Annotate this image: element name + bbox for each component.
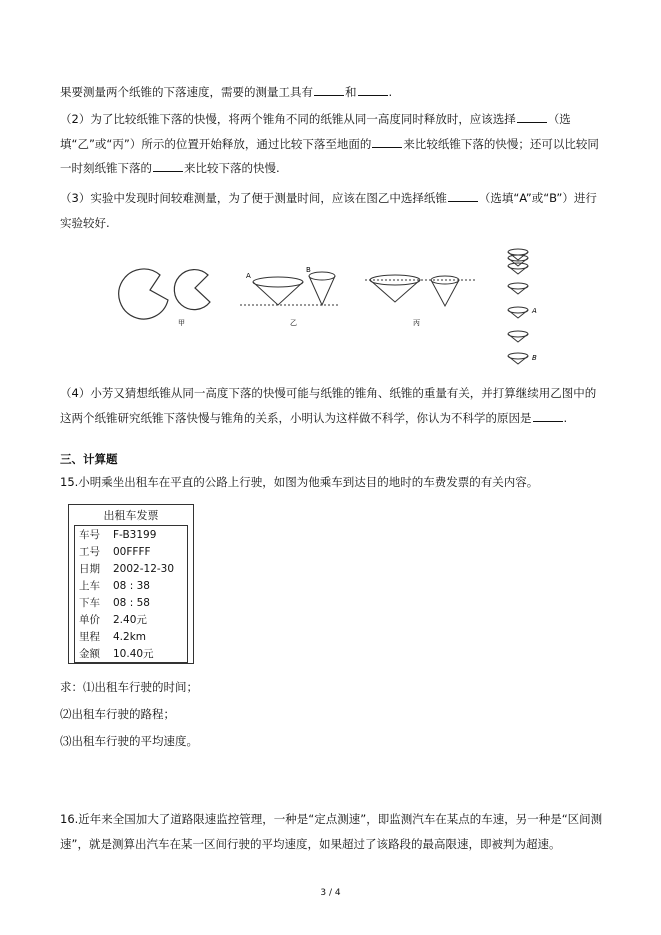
invoice-key: 上车 <box>79 580 100 592</box>
text: （选填“乙”或“丙”）所示的位置开始释放，通过比较下落至地面的 <box>60 112 571 151</box>
answer-blank[interactable] <box>314 94 344 96</box>
invoice-title: 出租车发票 <box>103 509 159 522</box>
label-A-stack: A <box>532 307 537 315</box>
taxi-invoice <box>68 504 194 664</box>
paragraph-measure-tools <box>60 80 605 105</box>
text: 果要测量两个纸锥的下落速度，需要的测量工具有 <box>60 85 313 99</box>
ask-line-1: 求：⑴出租车行驶的时间； <box>60 680 198 694</box>
ask-line-3: ⑶出租车行驶的平均速度。 <box>60 734 198 748</box>
stacked-cones <box>508 249 528 364</box>
invoice-value: 08 : 58 <box>113 597 150 609</box>
page-number: 3 / 4 <box>320 888 341 898</box>
invoice-value: 00FFFF <box>113 546 151 558</box>
question-16: 16.近年来全国加大了道路限速监控管理，一种是“定点测速”，即监测汽车在某点的车速，另一种是“区间测速”，就是测算出汽车在某一区间行驶的平均速度，如果超过了该路段的最高限速，即被判为超速。 <box>60 812 603 851</box>
label-yi: 乙 <box>290 319 297 327</box>
answer-blank[interactable] <box>533 420 563 422</box>
answer-blank[interactable] <box>517 121 547 123</box>
invoice-value: 2.40元 <box>113 614 147 626</box>
invoice-value: 2002-12-30 <box>113 563 175 575</box>
text: 来比较纸锥下落的快慢；还可以比较同一时刻纸锥下落的 <box>60 136 599 175</box>
paragraph-question-2 <box>60 107 605 181</box>
cone-sheet-icon <box>119 269 168 319</box>
label-bing: 丙 <box>413 319 420 327</box>
invoice-key: 日期 <box>79 563 100 575</box>
invoice-row <box>79 561 174 578</box>
invoice-key: 里程 <box>79 631 100 643</box>
paper-cone-figures <box>110 240 580 370</box>
text: （选填“A”或“B”）进行实验较好. <box>60 191 597 230</box>
invoice-row <box>79 595 150 612</box>
text: 来比较下落的快慢. <box>184 161 280 175</box>
answer-blank[interactable] <box>448 200 478 202</box>
invoice-key: 车号 <box>79 529 100 541</box>
text: . <box>388 85 393 99</box>
paragraph-question-4 <box>60 381 605 430</box>
invoice-value: 4.2km <box>113 631 147 643</box>
invoice-row <box>79 612 147 629</box>
text: （3）实验中发现时间较难测量，为了便于测量时间，应该在图乙中选择纸锥 <box>60 191 447 205</box>
invoice-row <box>79 578 150 595</box>
invoice-key: 下车 <box>79 597 100 609</box>
paragraph-question-3 <box>60 186 605 235</box>
cone-sheet-icon <box>174 270 210 310</box>
text: （2）为了比较纸锥下落的快慢，将两个锥角不同的纸锥从同一高度同时释放时，应该选择 <box>60 112 516 126</box>
label-A: A <box>246 272 251 280</box>
invoice-row <box>79 544 151 561</box>
invoice-key: 工号 <box>79 546 100 558</box>
invoice-key: 单价 <box>79 614 100 626</box>
invoice-value: 08 : 38 <box>113 580 150 592</box>
label-jia: 甲 <box>178 319 185 327</box>
invoice-row <box>79 646 154 663</box>
answer-blank[interactable] <box>358 94 388 96</box>
cone-A-top <box>253 277 303 287</box>
question-15: 15.小明乘坐出租车在平直的公路上行驶，如图为他乘车到达目的地时的车费发票的有关内容。 <box>60 475 539 489</box>
label-B: B <box>306 266 311 274</box>
answer-blank[interactable] <box>372 146 402 148</box>
text: . <box>563 410 568 425</box>
invoice-key: 金额 <box>79 648 100 660</box>
invoice-row <box>79 629 146 646</box>
label-B-stack: B <box>532 354 537 362</box>
section-heading: 三、计算题 <box>60 452 118 466</box>
invoice-value: 10.40元 <box>113 648 154 660</box>
answer-blank[interactable] <box>153 170 183 172</box>
invoice-value: F-B3199 <box>113 529 157 541</box>
ask-line-2: ⑵出租车行驶的路程； <box>60 707 175 721</box>
invoice-body <box>74 525 188 663</box>
invoice-row <box>79 527 156 544</box>
text: （4）小芳又猜想纸锥从同一高度下落的快慢可能与纸锥的锥角、纸锥的重量有关，并打算继续用乙图中的这两个纸锥研究纸锥下落快慢与锥角的关系，小明认为这样做不科学，你认为不科学的原因是 <box>60 386 597 425</box>
text: 和 <box>345 85 357 99</box>
cone-B-top <box>309 272 335 280</box>
